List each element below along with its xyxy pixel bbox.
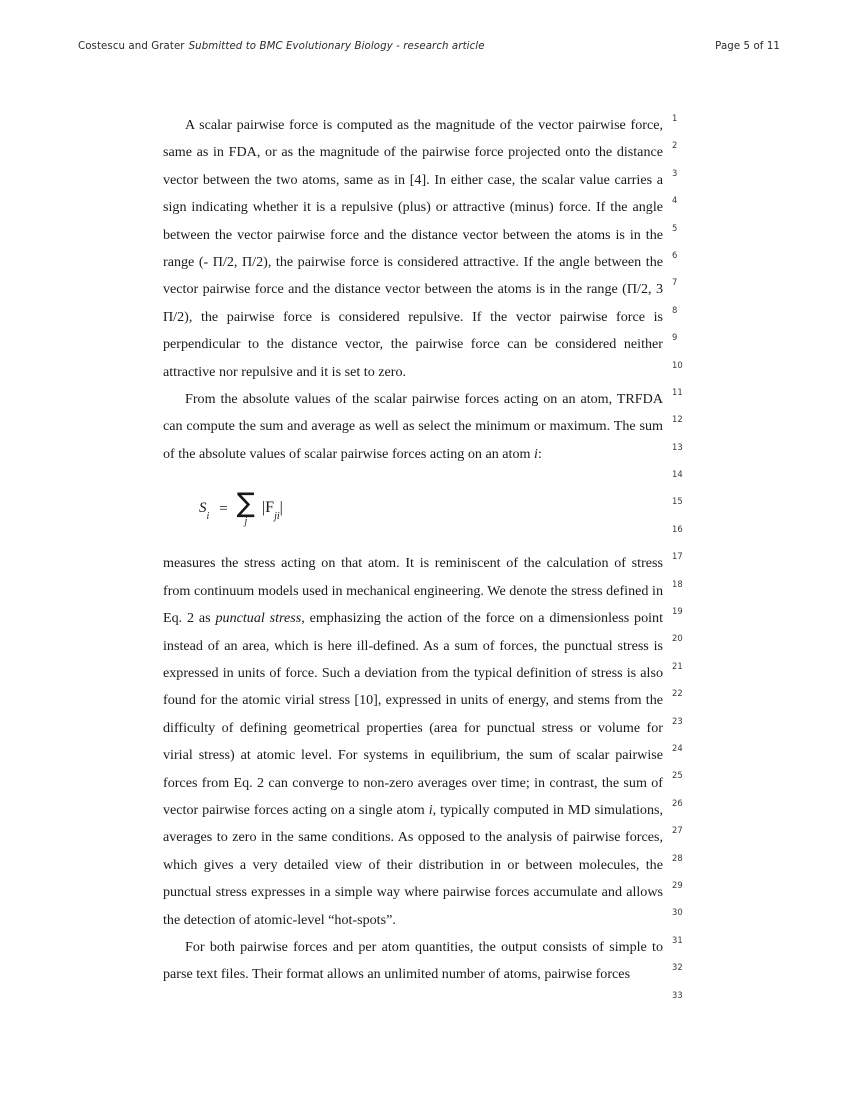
- line-number: 6: [672, 249, 678, 260]
- equation-lhs-symbol: S: [199, 499, 207, 516]
- paragraph-3-text-c: , typically computed in MD simulations, averages to zero in the same conditions. As opposed to the analysis of pairwise forces, which gives a very detailed view of their distribution in or between molecules, the punctual stress expresses in a simple way where pairwise forces accumulate and allows the detection of atomic-level “hot-spots”.: [163, 801, 663, 928]
- paragraph-4-text: For both pairwise forces and per atom quantities, the output consists of simple to parse text files. Their format allows an unlimited number of atoms, pairwise forces: [163, 938, 663, 983]
- line-number: 3: [672, 167, 678, 178]
- line-number: 13: [672, 441, 683, 452]
- summation-index: j: [244, 515, 248, 527]
- line-number: 23: [672, 715, 683, 726]
- line-number: 30: [672, 907, 683, 918]
- sigma-icon: ∑: [236, 487, 255, 519]
- text-column: [163, 112, 663, 989]
- header-page-label: Page 5 of 11: [715, 41, 780, 52]
- line-number: 21: [672, 660, 683, 671]
- summation-operator: [236, 487, 255, 527]
- line-number: 11: [672, 386, 683, 397]
- line-number: 10: [672, 359, 683, 370]
- line-number: 9: [672, 332, 678, 343]
- header-authors: Costescu and Grater: [78, 41, 185, 52]
- paragraph-scalar-pairwise-force: [163, 112, 663, 386]
- line-number: 22: [672, 688, 683, 699]
- line-number: 28: [672, 852, 683, 863]
- line-number: 17: [672, 551, 683, 562]
- line-number-gutter: [672, 112, 702, 1016]
- line-number: 26: [672, 797, 683, 808]
- inline-math-single-atom-index: i: [428, 801, 433, 818]
- display-equation-punctual-stress: [163, 468, 663, 550]
- line-number: 12: [672, 414, 683, 425]
- line-number: 24: [672, 742, 683, 753]
- line-number: 4: [672, 195, 678, 206]
- line-number: 20: [672, 633, 683, 644]
- equation-operand: [261, 499, 283, 523]
- equation-lhs-subscript: i: [206, 510, 210, 522]
- header-left-text: [78, 41, 485, 52]
- equation-operand-symbol: |F: [261, 499, 275, 517]
- paragraph-3-text-b: , emphasizing the action of the force on a dimensionless point instead of an area, which is here ill-defined. As a sum of forces, the punctual stress is expressed in units of force. Such a deviation from the typical definition of stress is also found for the atomic virial stress [10], expressed in units of energy, and stems from the difficulty of defining geometrical properties (area for punctual stress or volume for virial stress) at atomic level. For systems in equilibrium, the sum of scalar pairwise forces from Eq. 2 can converge to non-zero averages over time; in contrast, the sum of vector pairwise forces acting on a single atom: [163, 610, 664, 818]
- line-number: 2: [672, 140, 678, 151]
- header-journal: Submitted to BMC Evolutionary Biology - research article: [188, 41, 485, 52]
- equation-lhs: [199, 499, 210, 522]
- paragraph-2-colon: :: [537, 445, 542, 462]
- line-number: 15: [672, 496, 683, 507]
- line-number: 33: [672, 989, 683, 1000]
- line-number: 29: [672, 879, 683, 890]
- paragraph-output-files: [163, 934, 663, 989]
- line-number: 5: [672, 222, 678, 233]
- equation-operand-subscript: ji: [274, 511, 280, 523]
- line-number: 16: [672, 523, 683, 534]
- paragraph-punctual-stress: [163, 550, 663, 934]
- running-header: [78, 41, 780, 59]
- line-number: 18: [672, 578, 683, 589]
- line-number: 19: [672, 606, 683, 617]
- line-number: 31: [672, 934, 683, 945]
- paragraph-1-text: A scalar pairwise force is computed as the magnitude of the vector pairwise force, same as in FDA, or as the magnitude of the pairwise force projected onto the distance vector between the two atoms, same as in [4]. In either case, the scalar value carries a sign indicating whether it is a repulsive (plus) or attractive (minus) force. If the angle between the vector pairwise force and the distance vector between the atoms is in the range (- Π/2, Π/2), the pairwise force is considered attractive. If the angle between the vector pairwise force and the distance vector between the atoms is in the range (Π/2, 3 Π/2), the pairwise force is considered repulsive. If the vector pairwise force is perpendicular to the distance vector, the pairwise force can be considered neither attractive nor repulsive and it is set to zero.: [163, 117, 663, 380]
- line-number: 8: [672, 304, 678, 315]
- line-number: 32: [672, 962, 683, 973]
- equation-inner: [199, 487, 283, 527]
- line-number: 1: [672, 113, 678, 123]
- paragraph-2-text: From the absolute values of the scalar pairwise forces acting on an atom, TRFDA can compute the sum and average as well as select the minimum or maximum. The sum of the absolute values of scalar pairwise forces acting on an atom: [163, 391, 663, 462]
- paragraph-3-text-a: measures the stress acting on that atom. It is reminiscent of the calculation of stress from continuum models used in mechanical engineering. We denote the stress defined in Eq. 2 as: [163, 555, 663, 627]
- line-number: 14: [672, 469, 683, 480]
- emphasis-punctual-stress: punctual stress: [215, 610, 302, 627]
- line-number: 25: [672, 770, 683, 781]
- line-number: 27: [672, 825, 683, 836]
- equation-operand-close: |: [279, 499, 283, 517]
- equation-equals-sign: =: [219, 500, 228, 517]
- inline-math-atom-index: i: [534, 445, 538, 462]
- paragraph-absolute-values: [163, 386, 663, 468]
- line-number: 7: [672, 277, 678, 288]
